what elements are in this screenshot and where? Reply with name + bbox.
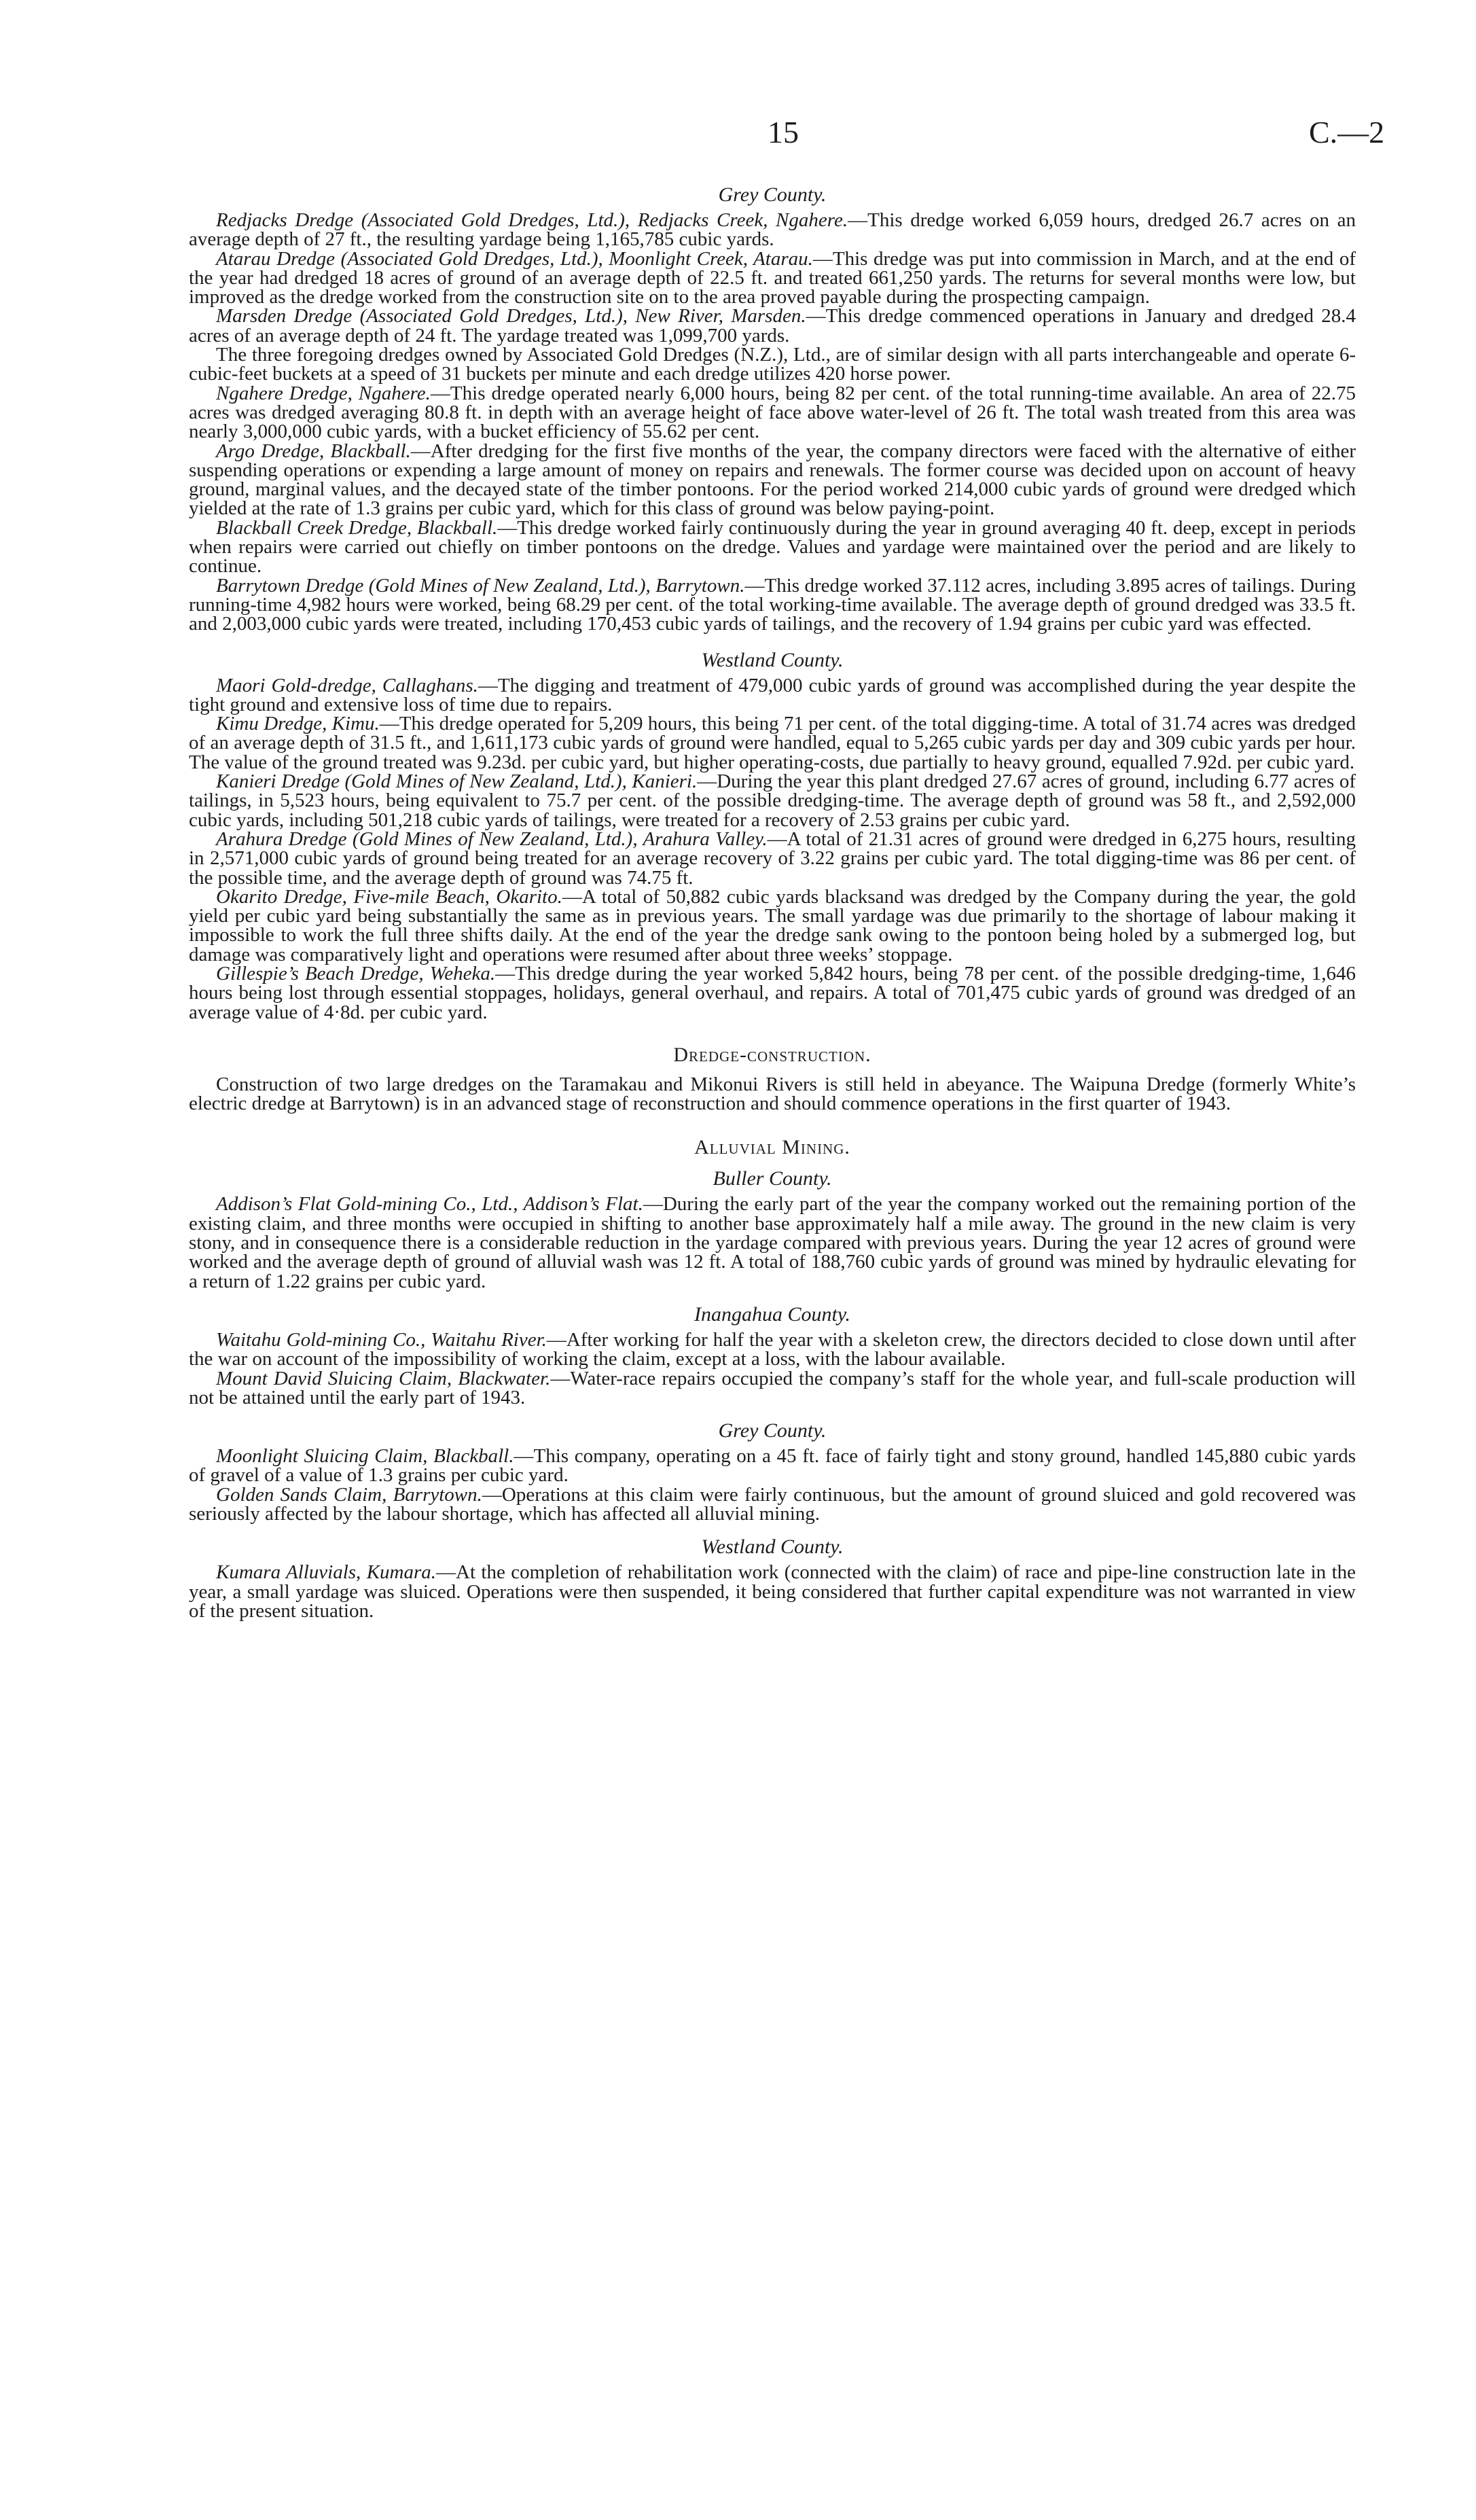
entry-title: Argo Dredge, Blackball. (216, 440, 411, 462)
paragraph-arahura-dredge (189, 830, 1356, 887)
entry-text: —Operations at this claim were fairly continuous, but the amount of ground sluiced and gold recovered was seriously affected by the labour shortage, which has affected all alluvial mining. (189, 1483, 1356, 1525)
entry-title: Waitahu Gold-mining Co., Waitahu River. (216, 1328, 547, 1351)
paragraph-waitahu-gold-mining (189, 1330, 1356, 1369)
subheading-inangahua-county: Inangahua County. (694, 1302, 850, 1326)
subheading-grey-county: Grey County. (718, 183, 827, 206)
heading-alluvial-mining: Alluvial Mining. (694, 1136, 850, 1159)
entry-text: —This dredge commenced operations in January and dredged 28.4 acres of an average depth of 24 ft. The yardage treated was 1,099,700 yards. (189, 305, 1356, 347)
entry-text: —After dredging for the first five months of the year, the company directors were faced with the alternative of either suspending operations or expending a large amount of money on repairs and renewals. The former course was decided upon on account of heavy ground, marginal values, and the decayed state of the timber pontoons. For the period worked 214,000 cubic yards of ground were dredged which yielded at the rate of 1.3 grains per cubic yard, which for this class of ground was below paying-point. (189, 440, 1356, 520)
entry-text: —A total of 50,882 cubic yards blacksand was dredged by the Company during the year, the gold yield per cubic yard being substantially the same as in previous years. The small yardage was due primarily to the shortage of labour making it impossible to work the full three shifts daily. At the end of the year the dredge sank owing to the pontoon being holed by a submerged log, but damage was comparatively light and operations were resumed after about three weeks’ stoppage. (189, 885, 1356, 965)
entry-title: Okarito Dredge, Five-mile Beach, Okarito. (216, 885, 562, 908)
paragraph-barrytown-dredge (189, 576, 1356, 634)
subheading-westland-county: Westland County. (701, 648, 844, 671)
paragraph-kanieri-dredge (189, 772, 1356, 830)
entry-text: —This dredge worked fairly continuously during the year in ground averaging 40 ft. deep, except in periods when repairs were carried out chiefly on timber pontoons on the dredge. Values and yardage were maintained over the period and are likely to continue. (189, 516, 1356, 578)
paragraph-blackball-creek-dredge (189, 518, 1356, 576)
entry-text: —After working for half the year with a skeleton crew, the directors decided to close down until after the war on account of the impossibility of working the claim, except at a loss, with the labour available. (189, 1328, 1356, 1370)
paragraph-atarau-dredge (189, 249, 1356, 307)
entry-title: Moonlight Sluicing Claim, Blackball. (216, 1445, 514, 1468)
entry-text: —The digging and treatment of 479,000 cubic yards of ground was accomplished during the year despite the tight ground and extensive loss of time due to repairs. (189, 674, 1356, 715)
entry-title: Blackball Creek Dredge, Blackball. (216, 516, 498, 539)
subheading-buller-county: Buller County. (713, 1167, 832, 1190)
paragraph-gillespies-beach-dredge (189, 964, 1356, 1022)
entry-title: Kimu Dredge, Kimu. (216, 713, 380, 735)
paragraph-addisons-flat (189, 1194, 1356, 1290)
subheading-grey-county-alluvial: Grey County. (718, 1419, 827, 1442)
entry-text: —Water-race repairs occupied the company’s staff for the whole year, and full-scale production will not be attained until the early part of 1943. (189, 1367, 1356, 1408)
entry-title: Golden Sands Claim, Barrytown. (216, 1483, 482, 1506)
heading-dredge-construction: Dredge-construction. (673, 1043, 871, 1066)
entry-title: Mount David Sluicing Claim, Blackwater. (216, 1367, 551, 1389)
report-code: C.—2 (1309, 115, 1385, 149)
entry-text: —During the early part of the year the company worked out the remaining portion of the existing claim, and three months were occupied in shifting to another base approximately half a mile away. The ground in the new claim is very stony, and in consequence there is a considerable reduction in the yardage compared with previous years. During the year 12 acres of ground were worked and the average depth of ground of alluvial wash was 12 ft. A total of 188,760 cubic yards of ground was mined by hydraulic elevating for a return of 1.22 grains per cubic yard. (189, 1193, 1356, 1292)
entry-title: Arahura Dredge (Gold Mines of New Zealand, Ltd.), Arahura Valley. (216, 828, 768, 850)
paragraph-argo-dredge (189, 442, 1356, 518)
entry-title: Addison’s Flat Gold-mining Co., Ltd., Addison’s Flat. (216, 1193, 643, 1215)
paragraph-foregoing-dredges (189, 345, 1356, 384)
entry-text: —This dredge worked 37.112 acres, including 3.895 acres of tailings. During running-time 4,982 hours were worked, being 68.29 per cent. of the total working-time available. The average depth of ground dredged was 33.5 ft. and 2,003,000 cubic yards were treated, including 170,453 cubic yards of tailings, and the recovery of 1.94 grains per cubic yard was effected. (189, 574, 1356, 635)
entry-text: Construction of two large dredges on the Taramakau and Mikonui Rivers is still held in abeyance. The Waipuna Dredge (formerly White’s electric dredge at Barrytown) is in an advanced stage of reconstruction and should commence operations in the first quarter of 1943. (189, 1073, 1356, 1115)
entry-title: Maori Gold-dredge, Callaghans. (216, 674, 478, 696)
paragraph-mount-david-sluicing (189, 1369, 1356, 1408)
entry-text: The three foregoing dredges owned by Associated Gold Dredges (N.Z.), Ltd., are of similar design with all parts interchangeable and operate 6-cubic-feet buckets at a speed of 31 buckets per minute and each dredge utilizes 420 horse power. (189, 344, 1356, 385)
paragraph-okarito-dredge (189, 887, 1356, 964)
entry-title: Barrytown Dredge (Gold Mines of New Zealand, Ltd.), Barrytown. (216, 574, 745, 597)
document-body (189, 183, 1356, 1620)
paragraph-redjacks-dredge (189, 211, 1356, 249)
entry-text: —This dredge operated nearly 6,000 hours, being 82 per cent. of the total running-time available. An area of 22.75 acres was dredged averaging 80.8 ft. in depth with an average height of face above water-level of 26 ft. The total wash treated from this area was nearly 3,000,000 cubic yards, with a bucket efficiency of 55.62 per cent. (189, 382, 1356, 443)
paragraph-moonlight-sluicing (189, 1447, 1356, 1485)
entry-title: Kanieri Dredge (Gold Mines of New Zealand, Ltd.), Kanieri. (216, 770, 698, 793)
entry-title: Ngahere Dredge, Ngahere. (216, 382, 431, 404)
subheading-westland-county-alluvial: Westland County. (701, 1536, 844, 1559)
entry-text: —This company, operating on a 45 ft. face of fairly tight and stony ground, handled 145,880 cubic yards of gravel of a value of 1.3 grains per cubic yard. (189, 1445, 1356, 1487)
entry-text: —At the completion of rehabilitation work (connected with the claim) of race and pipe-line construction late in the year, a small yardage was sluiced. Operations were then suspended, it being considered that further capital expenditure was not warranted in view of the present situation. (189, 1561, 1356, 1622)
paragraph-maori-gold-dredge (189, 676, 1356, 715)
page-number: 15 (768, 115, 799, 149)
paragraph-dredge-construction (189, 1075, 1356, 1114)
entry-text: —A total of 21.31 acres of ground were dredged in 6,275 hours, resulting in 2,571,000 cubic yards of ground being treated for an average recovery of 3.22 grains per cubic yard. The total digging-time was 86 per cent. of the possible time, and the average depth of ground was 74.75 ft. (189, 828, 1356, 889)
paragraph-ngahere-dredge (189, 384, 1356, 442)
paragraph-kimu-dredge (189, 714, 1356, 772)
entry-title: Marsden Dredge (Associated Gold Dredges, Ltd.), New River, Marsden. (216, 305, 806, 327)
entry-text: —This dredge during the year worked 5,842 hours, being 78 per cent. of the possible dredging-time, 1,646 hours being lost through essential stoppages, holidays, general overhaul, and repairs. A total of 701,475 cubic yards of ground was dredged of an average value of 4·8d. per cubic yard. (189, 962, 1356, 1023)
paragraph-golden-sands (189, 1485, 1356, 1524)
entry-title: Atarau Dredge (Associated Gold Dredges, Ltd.), Moonlight Creek, Atarau. (216, 247, 813, 270)
paragraph-kumara-alluvials (189, 1563, 1356, 1620)
entry-title: Gillespie’s Beach Dredge, Weheka. (216, 962, 496, 984)
entry-text: —This dredge was put into commission in March, and at the end of the year had dredged 18 acres of ground of an average depth of 22.5 ft. and treated 661,250 yards. The returns for several months were low, but improved as the dredge worked from the construction site on to the area proved payable during the prospecting campaign. (189, 247, 1356, 308)
entry-title: Kumara Alluvials, Kumara. (216, 1561, 437, 1584)
entry-title: Redjacks Dredge (Associated Gold Dredges, Ltd.), Redjacks Creek, Ngahere. (216, 209, 848, 231)
entry-text: —During the year this plant dredged 27.67 acres of ground, including 6.77 acres of tailings, in 5,523 hours, being equivalent to 75.7 per cent. of the possible dredging-time. The average depth of ground was 58 ft., and 2,592,000 cubic yards, including 501,218 cubic yards of tailings, were treated for a recovery of 2.53 grains per cubic yard. (189, 770, 1356, 831)
entry-text: —This dredge operated for 5,209 hours, this being 71 per cent. of the total digging-time. A total of 31.74 acres was dredged of an average depth of 31.5 ft., and 1,611,173 cubic yards of ground were handled, equal to 5,265 cubic yards per day and 309 cubic yards per hour. The value of the ground treated was 9.23d. per cubic yard, but higher operating-costs, due partially to heavy ground, equalled 7.92d. per cubic yard. (189, 713, 1356, 773)
entry-text: —This dredge worked 6,059 hours, dredged 26.7 acres on an average depth of 27 ft., the resulting yardage being 1,165,785 cubic yards. (189, 209, 1356, 251)
paragraph-marsden-dredge (189, 306, 1356, 345)
